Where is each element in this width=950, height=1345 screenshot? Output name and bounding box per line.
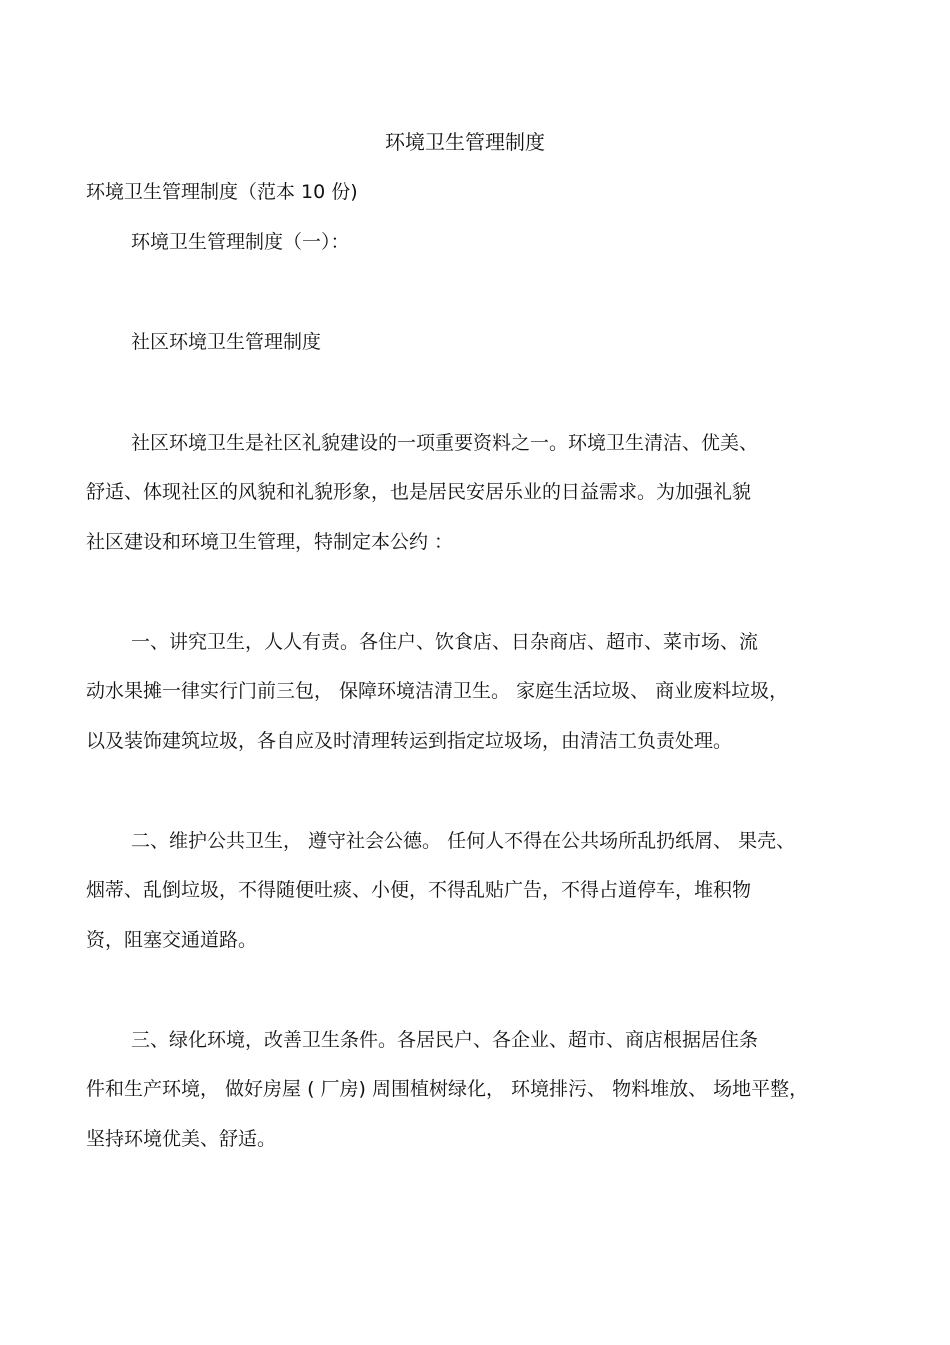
paragraph-line: 舒适、体现社区的风貌和礼貌形象，也是居民安居乐业的日益需求。为加强礼貌 [86,481,752,503]
paragraph-line: 社区建设和环境卫生管理，特制定本公约 ： [86,531,454,553]
paragraph-line: 二、维护公共卫生， 遵守社会公德。 任何人不得在公共场所乱扔纸屑、 果壳、 [131,830,796,852]
section-heading: 环境卫生管理制度（一）： [131,231,350,253]
paragraph-line: 动水果摊一律实行门前三包， 保障环境洁清卫生。 家庭生活垃圾、 商业废料垃圾， [86,680,789,702]
paragraph-line: 一、讲究卫生，人人有责。各住户、饮食店、日杂商店、超市、菜市场、流 [131,631,759,653]
section-title: 社区环境卫生管理制度 [131,331,322,353]
paragraph-line: 坚持环境优美、舒适。 [86,1128,277,1150]
paragraph-line: 件和生产环境， 做好房屋 ( 厂房) 周围植树绿化， 环境排污、 物料堆放、 场地平整， [86,1078,809,1100]
paragraph-line: 资，阻塞交通道路。 [86,929,258,951]
paragraph-line: 社区环境卫生是社区礼貌建设的一项重要资料之一。环境卫生清洁、优美、 [131,432,759,454]
paragraph-line: 三、绿化环境，改善卫生条件。各居民户、各企业、超市、商店根据居住条 [131,1029,759,1051]
document-title: 环境卫生管理制度 [385,130,545,154]
paragraph-line: 烟蒂、乱倒垃圾，不得随便吐痰、小便，不得乱贴广告，不得占道停车，堆积物 [86,879,752,901]
document-subtitle: 环境卫生管理制度（范本 10 份) [86,181,358,203]
paragraph-line: 以及装饰建筑垃圾，各自应及时清理转运到指定垃圾场，由清洁工负责处理。 [86,730,733,752]
